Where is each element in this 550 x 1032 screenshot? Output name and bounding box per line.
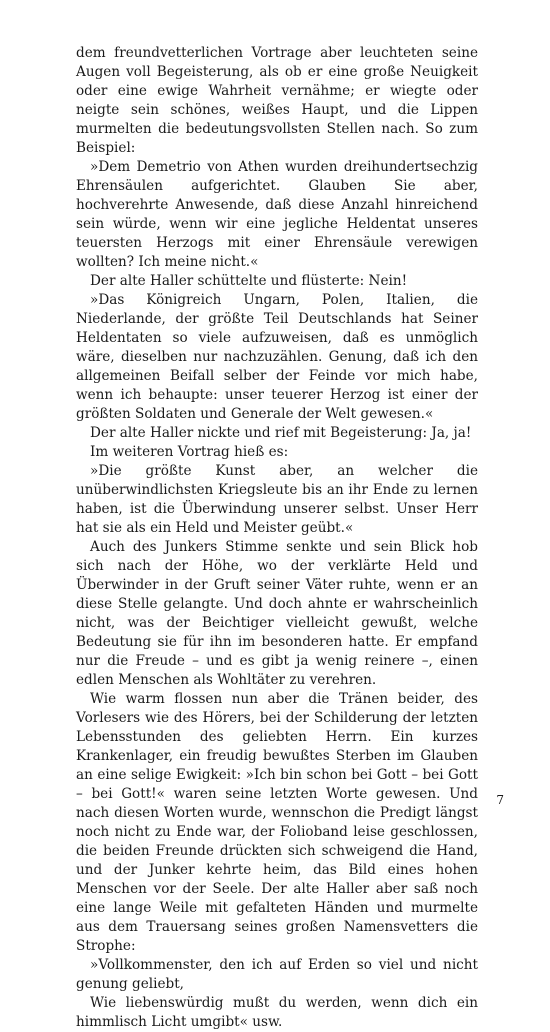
paragraph-1: dem freundvetterlichen Vortrage aber leuchteten seine Augen voll Begeisterung, als ob er eine große Neuigkeit oder eine ewige Wahrheit vernähme; er wiegte oder neigte sein schönes, weißes Haupt, und die Lippen murmelten die bedeutungsvollsten Stellen nach. So zum Beispiel: bbox=[76, 45, 478, 156]
paragraph-10: »Vollkommenster, den ich auf Erden so viel und nicht genung geliebt, bbox=[76, 957, 478, 992]
paragraph-7: »Die größte Kunst aber, an welcher die unüberwindlichsten Kriegsleute bis an ihr Ende zu lernen haben, ist die Überwindung unserer selbst. Unser Herr hat sie als ein Held und Meister geübt.« bbox=[76, 463, 478, 536]
page-number: 7 bbox=[496, 793, 504, 807]
paragraph-9: Wie warm flossen nun aber die Tränen beider, des Vorlesers wie des Hörers, bei der Schilderung der letzten Lebensstunden des geliebten Herrn. Ein kurzes Krankenlager, ein freudig bewußtes Sterben im Glauben an eine selige Ewigkeit: »Ich bin schon bei Gott – bei Gott – bei Gott!« waren seine letzten Worte gewesen. Und nach diesen Worten wurde, wennschon die Predigt längst noch nicht zu Ende war, der Folioband leise geschlossen, die beiden Freunde drückten sich schweigend die Hand, und der Junker kehrte heim, das Bild eines hohen Menschen vor der Seele. Der alte Haller aber saß noch eine lange Weile mit gefalteten Händen und murmelte aus dem Trauersang seines großen Namensvetters die Strophe: bbox=[76, 691, 478, 954]
paragraph-4: »Das Königreich Ungarn, Polen, Italien, die Niederlande, der größte Teil Deutschlands hat Seiner Heldentaten so viele aufzuweisen, daß es unmöglich wäre, dieselben nur nachzuzählen. Genung, daß ich den allgemeinen Beifall selber der Feinde vor mich habe, wenn ich behaupte: unser teuerer Herzog ist einer der größten Soldaten und Generale der Welt gewesen.« bbox=[76, 292, 478, 422]
paragraph-5: Der alte Haller nickte und rief mit Begeisterung: Ja, ja! bbox=[90, 425, 472, 441]
paragraph-11: Wie liebenswürdig mußt du werden, wenn dich ein himmlisch Licht umgibt« usw. bbox=[76, 995, 478, 1030]
paragraph-2: »Dem Demetrio von Athen wurden dreihundertsechzig Ehrensäulen aufgerichtet. Glauben Sie aber, hochverehrte Anwesende, daß diese Anzahl hinreichend sein würde, wenn wir eine jegliche Heldentat unseres teuersten Herzogs mit einer Ehrensäule verewigen wollten? Ich meine nicht.« bbox=[76, 159, 478, 270]
page-body-text bbox=[76, 44, 478, 1032]
paragraph-3: Der alte Haller schüttelte und flüsterte: Nein! bbox=[90, 273, 408, 289]
paragraph-6: Im weiteren Vortrag hieß es: bbox=[90, 444, 289, 460]
paragraph-8: Auch des Junkers Stimme senkte und sein Blick hob sich nach der Höhe, wo der verklärte Held und Überwinder in der Gruft seiner Väter ruhte, wenn er an diese Stelle gelangte. Und doch ahnte er wahrscheinlich nicht, was der Beichtiger vielleicht gewußt, welche Bedeutung sie für ihn im besonderen hatte. Er empfand nur die Freude – und es gibt ja wenig reinere –, einen edlen Menschen als Wohltäter zu verehren. bbox=[76, 539, 478, 688]
